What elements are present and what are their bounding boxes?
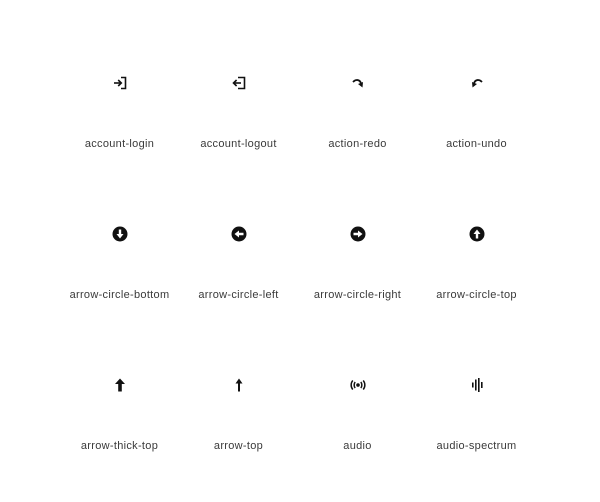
- arrow-circle-bottom-icon: [112, 226, 128, 242]
- icon-tile-arrow-circle-top[interactable]: [417, 226, 536, 304]
- icon-tile-arrow-thick-top[interactable]: [60, 377, 179, 455]
- icon-label: audio-spectrum: [436, 440, 517, 452]
- audio-spectrum-icon: [469, 377, 485, 393]
- icon-tile-arrow-circle-left[interactable]: [179, 226, 298, 304]
- icon-label: audio: [343, 440, 372, 452]
- icon-tile-arrow-circle-right[interactable]: [298, 226, 417, 304]
- arrow-circle-right-icon: [350, 226, 366, 242]
- icon-label: arrow-circle-bottom: [69, 289, 170, 301]
- icon-tile-arrow-top[interactable]: [179, 377, 298, 455]
- icon-label: account-logout: [200, 138, 277, 150]
- icon-tile-action-redo[interactable]: [298, 75, 417, 153]
- icon-tile-account-login[interactable]: [60, 75, 179, 153]
- account-login-icon: [112, 75, 128, 91]
- icon-tile-account-logout[interactable]: [179, 75, 298, 153]
- icon-label: arrow-top: [213, 440, 264, 452]
- audio-icon: [350, 377, 366, 393]
- icon-tile-audio[interactable]: [298, 377, 417, 455]
- icon-label: action-redo: [328, 138, 387, 150]
- icon-label: arrow-circle-right: [313, 289, 402, 301]
- arrow-circle-top-icon: [469, 226, 485, 242]
- icon-tile-audio-spectrum[interactable]: [417, 377, 536, 455]
- icon-tile-arrow-circle-bottom[interactable]: [60, 226, 179, 304]
- arrow-circle-left-icon: [231, 226, 247, 242]
- action-undo-icon: [469, 75, 485, 91]
- icon-label: arrow-circle-left: [198, 289, 279, 301]
- arrow-top-icon: [231, 377, 247, 393]
- icon-label: arrow-circle-top: [436, 289, 517, 301]
- arrow-thick-top-icon: [112, 377, 128, 393]
- icon-label: account-login: [84, 138, 155, 150]
- account-logout-icon: [231, 75, 247, 91]
- icon-label: action-undo: [446, 138, 507, 150]
- action-redo-icon: [350, 75, 366, 91]
- icon-label: arrow-thick-top: [80, 440, 159, 452]
- icon-tile-action-undo[interactable]: [417, 75, 536, 153]
